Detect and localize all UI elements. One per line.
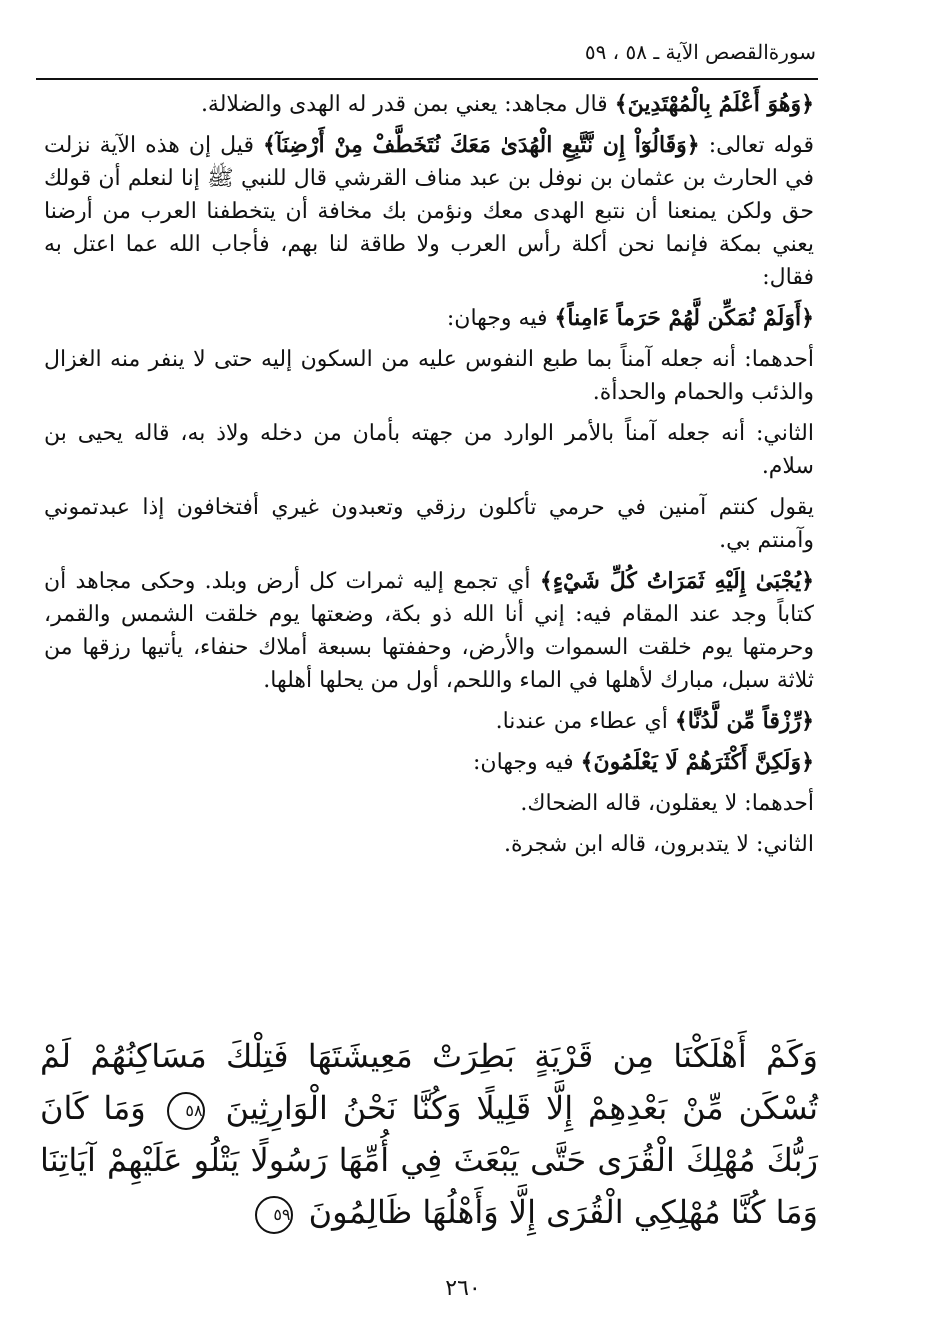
paragraph-text: قيل إن هذه الآية نزلت في الحارث بن عثمان بن نوفل بن عبد مناف القرشي قال للنبي ﷺ إنا لنعلم أن قولك حق ولكن يمنعنا أن نتبع الهدى معك ونؤمن بك مخافة أن يتخطفنا العرب من أرضنا يعني بمكة فإنما نحن أكلة رأس العرب ولا طاقة لنا بهم، فأجاب الله عما اعتل به فقال: bbox=[44, 133, 814, 290]
verse-number-59: ٥٩ bbox=[255, 1196, 293, 1234]
quran-quote: ﴿أَوَلَمْ نُمَكِّن لَّهُمْ حَرَماً ءَامِناً﴾ bbox=[554, 305, 814, 331]
running-header: سورةالقصص الآية ـ ٥٨ ، ٥٩ bbox=[584, 40, 816, 64]
paragraph-text: فيه وجهان: bbox=[473, 750, 581, 775]
page-number: ٢٦٠ bbox=[445, 1276, 481, 1301]
paragraph-text: أي تجمع إليه ثمرات كل أرض وبلد. وحكى مجاهد أن كتاباً وجد عند المقام فيه: إني أنا الله ذو بكة، وضعتها يوم خلقت الشمس والقمر، وحرمتها يوم خلقت السموات والأرض، وحففتها بسبعة أملاك حنفاء، يأتيها رزقها من ثلاثة سبل، مبارك لأهلها في الماء واللحم، أول من يحلها أهلها. bbox=[44, 569, 814, 693]
paragraph-2 bbox=[44, 129, 814, 294]
paragraph-text: قال مجاهد: يعني بمن قدر له الهدى والضلالة. bbox=[200, 92, 615, 117]
quran-quote: ﴿وَهُوَ أَعْلَمُ بِالْمُهْتَدِينَ﴾ bbox=[614, 91, 814, 117]
paragraph-8 bbox=[44, 705, 814, 738]
verse-59-text: وَمَا كَانَ رَبُّكَ مُهْلِكَ الْقُرَى حَتَّى يَبْعَثَ فِي أُمِّهَا رَسُولًا يَتْلُو عَلَيْهِمْ آيَاتِنَا وَمَا كُنَّا مُهْلِكِي الْقُرَى إِلَّا وَأَهْلُهَا ظَالِمُونَ bbox=[40, 1089, 818, 1231]
paragraph-lead: قوله تعالى: bbox=[699, 133, 814, 158]
verse-number-58: ٥٨ bbox=[167, 1092, 205, 1130]
paragraph-text: فيه وجهان: bbox=[446, 306, 555, 331]
paragraph-10: أحدهما: لا يعقلون، قاله الضحاك. bbox=[520, 791, 814, 816]
paragraph-11: الثاني: لا يتدبرون، قاله ابن شجرة. bbox=[504, 832, 814, 857]
quran-quote: ﴿رِّزْقاً مِّن لَّدُنَّا﴾ bbox=[674, 708, 814, 734]
paragraph-9 bbox=[44, 746, 814, 779]
quran-quote: ﴿يُجْبَىٰ إِلَيْهِ ثَمَرَاتُ كُلِّ شَيْءٍ﴾ bbox=[539, 568, 814, 594]
paragraph-7 bbox=[44, 565, 814, 697]
quran-quote: ﴿وَلَكِنَّ أَكْثَرَهُمْ لَا يَعْلَمُونَ﴾ bbox=[580, 749, 814, 775]
paragraph-5: الثاني: أنه جعله آمناً بالأمر الوارد من جهته بأمان من دخله ولاذ به، قاله يحيى بن سلام. bbox=[44, 421, 814, 479]
paragraph-1 bbox=[44, 88, 814, 121]
quran-quote: ﴿وَقَالُوٓاْ إِن نَّتَّبِعِ الْهُدَىٰ مَعَكَ نُتَخَطَّفْ مِنْ أَرْضِنَآ﴾ bbox=[262, 132, 700, 158]
quran-verse-block bbox=[40, 1030, 818, 1238]
paragraph-3 bbox=[44, 302, 814, 335]
header-rule bbox=[36, 78, 818, 80]
paragraph-4: أحدهما: أنه جعله آمناً بما طبع النفوس عليه من السكون إليه حتى لا ينفر منه الغزال والذئب والحمام والحدأة. bbox=[44, 347, 814, 405]
commentary-body bbox=[44, 88, 814, 869]
verse-58-text: وَكَمْ أَهْلَكْنَا مِن قَرْيَةٍ بَطِرَتْ مَعِيشَتَهَا فَتِلْكَ مَسَاكِنُهُمْ لَمْ تُسْكَن مِّنْ بَعْدِهِمْ إِلَّا قَلِيلًا وَكُنَّا نَحْنُ الْوَارِثِينَ bbox=[40, 1037, 819, 1127]
paragraph-text: أي عطاء من عندنا. bbox=[495, 709, 675, 734]
paragraph-6: يقول كنتم آمنين في حرمي تأكلون رزقي وتعبدون غيري أفتخافون إذا عبدتموني وآمنتم بي. bbox=[44, 495, 814, 553]
